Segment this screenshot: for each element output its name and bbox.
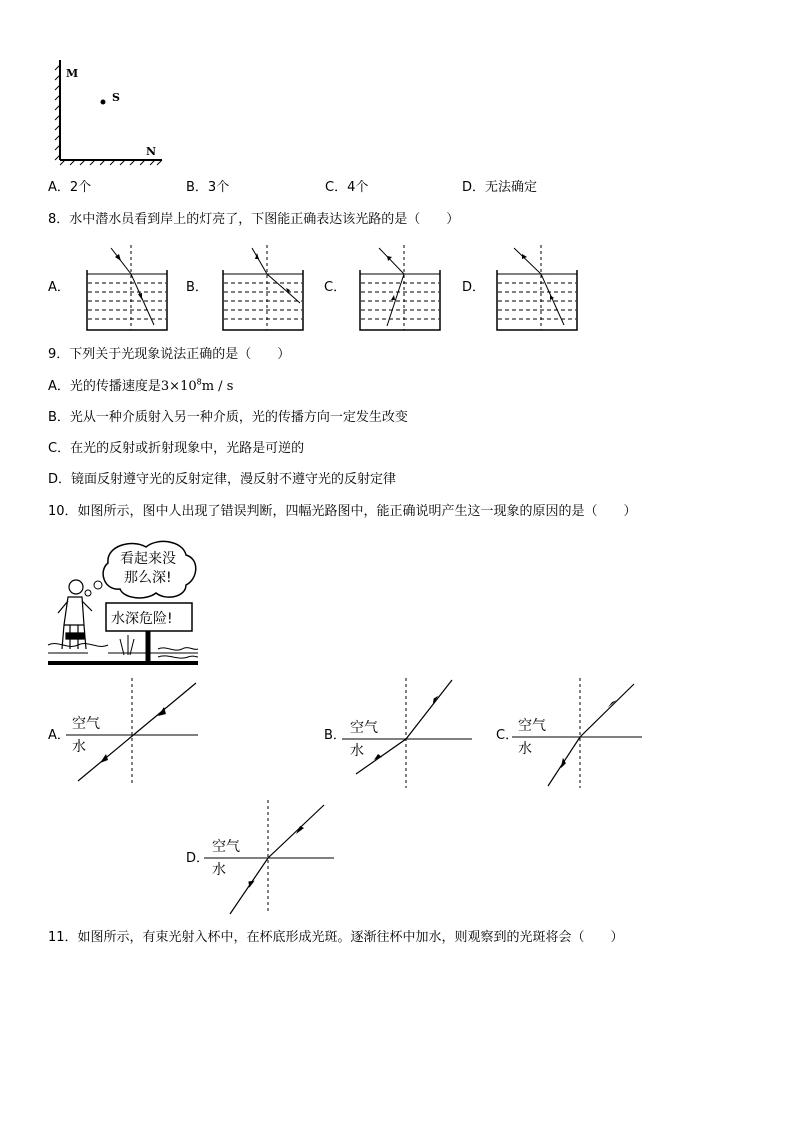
q10-option-c-letter[interactable]: C．: [496, 728, 519, 743]
q8-diagram-d[interactable]: [496, 243, 580, 333]
q9-option-b[interactable]: B．光从一种介质射入另一种介质，光的传播方向一定发生改变: [48, 410, 408, 425]
label-m: M: [66, 67, 79, 80]
q10-diagram-d[interactable]: [204, 800, 344, 916]
q8-option-b-letter[interactable]: B．: [186, 280, 208, 295]
water-label-b: 水: [350, 743, 364, 759]
q7-mirror-diagram: [40, 55, 180, 175]
q10-diagram-a[interactable]: [66, 678, 206, 790]
q8-stem: 8．水中潜水员看到岸上的灯亮了，下图能正确表达该光路的是（ ）: [48, 212, 460, 227]
sign-text: 水深危险!: [111, 611, 173, 627]
q9-option-a-exp: 8: [196, 377, 202, 387]
q7-option-b[interactable]: B．3个: [186, 180, 230, 195]
air-label-d: 空气: [212, 839, 240, 855]
air-label-b: 空气: [350, 720, 378, 736]
q10-stem: 10．如图所示，图中人出现了错误判断，四幅光路图中，能正确说明产生这一现象的原因的是（ ）: [48, 504, 637, 519]
q10-cartoon: [48, 535, 198, 665]
q10-option-b-letter[interactable]: B．: [324, 728, 346, 743]
q9-option-a-text: A．光的传播速度是: [48, 379, 161, 394]
q8-diagram-a[interactable]: [86, 243, 170, 333]
air-label-a: 空气: [72, 716, 100, 732]
q9-option-a-value: 3×10: [160, 379, 197, 394]
bubble-text-1: 看起来没: [120, 551, 176, 567]
q7-option-a[interactable]: A．2个: [48, 180, 92, 195]
water-label-c: 水: [518, 741, 532, 757]
q11-stem: 11．如图所示，有束光射入杯中，在杯底形成光斑。逐渐往杯中加水，则观察到的光斑将会（ ）: [48, 930, 624, 945]
q8-diagram-b[interactable]: [222, 243, 306, 333]
q10-option-a-letter[interactable]: A．: [48, 728, 70, 743]
q7-option-d[interactable]: D．无法确定: [462, 180, 538, 195]
label-n: N: [146, 145, 157, 158]
q9-option-c[interactable]: C．在光的反射或折射现象中，光路是可逆的: [48, 441, 305, 456]
q9-stem: 9．下列关于光现象说法正确的是（ ）: [48, 347, 291, 362]
q8-option-a-letter[interactable]: A．: [48, 280, 70, 295]
water-label-a: 水: [72, 739, 86, 755]
q8-option-c-letter[interactable]: C．: [324, 280, 347, 295]
q10-diagram-c[interactable]: [512, 678, 652, 790]
bubble-text-2: 那么深!: [124, 570, 172, 586]
q9-option-d[interactable]: D．镜面反射遵守光的反射定律，漫反射不遵守光的反射定律: [48, 472, 397, 487]
q8-diagram-c[interactable]: [359, 243, 443, 333]
point-s: [101, 100, 106, 105]
air-label-c: 空气: [518, 718, 546, 734]
q8-option-d-letter[interactable]: D．: [462, 280, 486, 295]
q10-diagram-b[interactable]: [342, 678, 482, 790]
q10-option-d-letter[interactable]: D．: [186, 851, 210, 866]
q7-option-c[interactable]: C．4个: [325, 180, 369, 195]
water-label-d: 水: [212, 862, 226, 878]
q9-option-a-unit: m / s: [201, 379, 234, 394]
label-s: S: [112, 91, 120, 104]
q9-option-a[interactable]: [48, 379, 233, 395]
